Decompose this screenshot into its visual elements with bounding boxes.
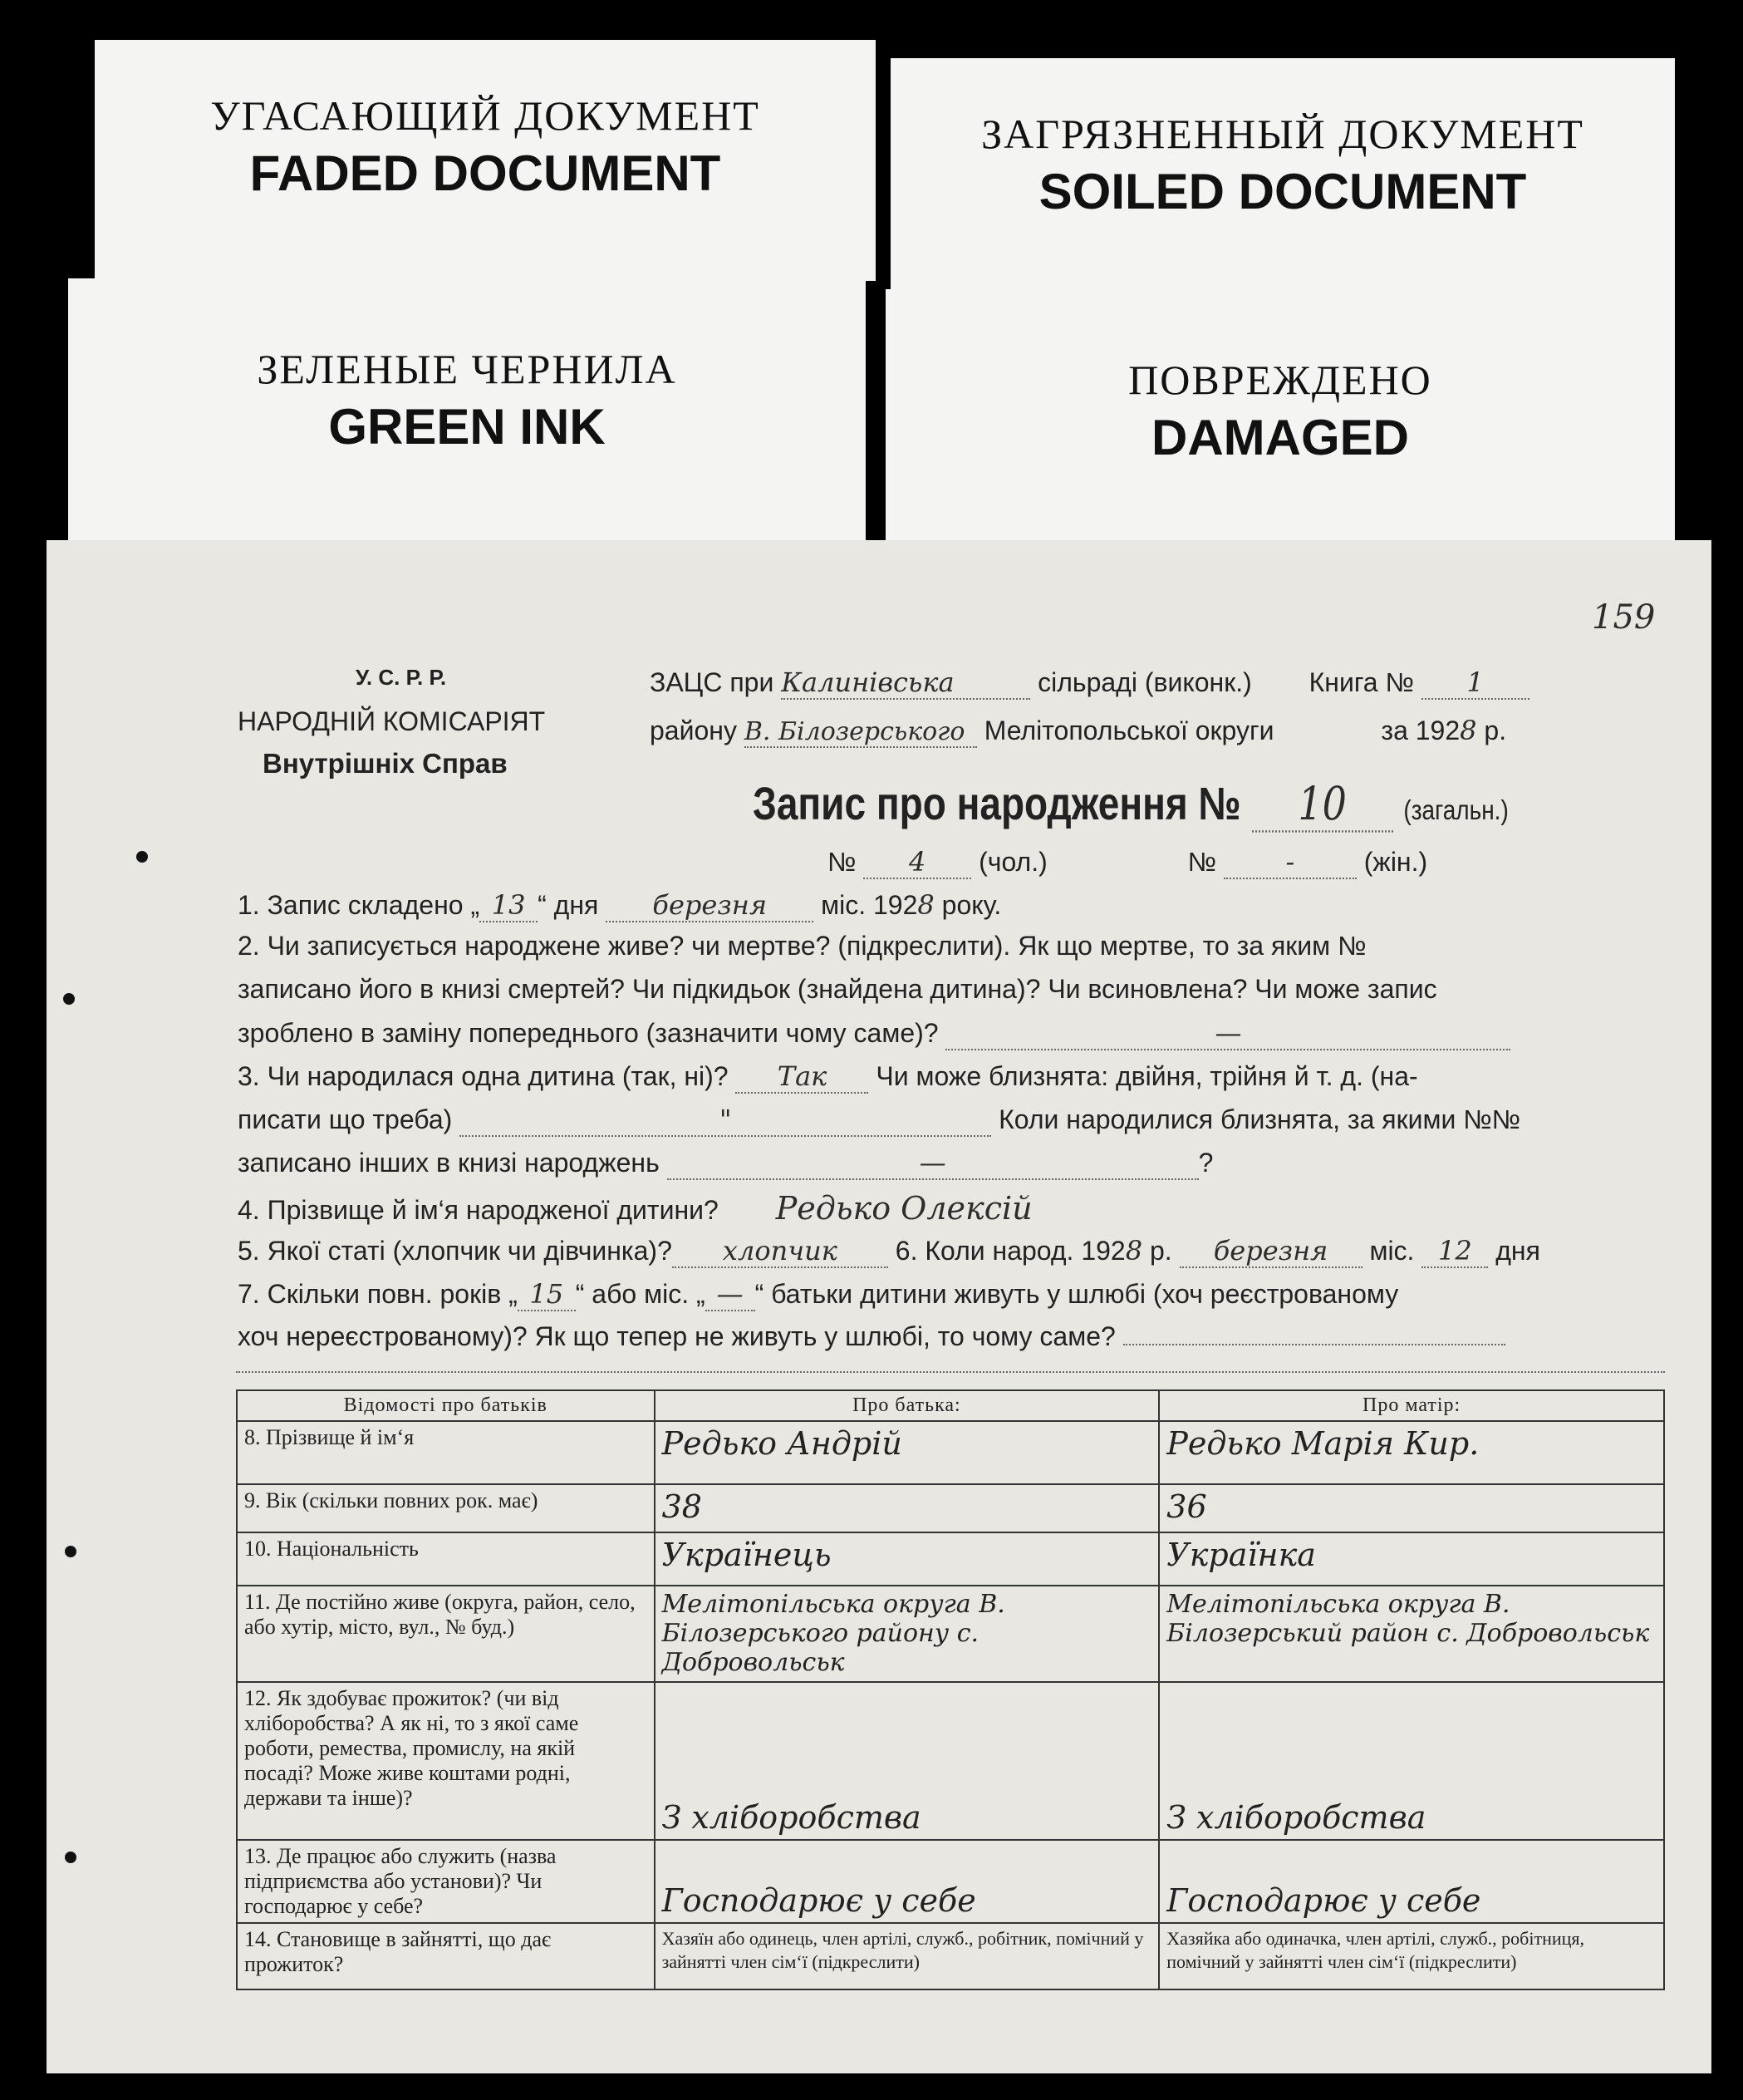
q1-day: 13 — [479, 889, 538, 922]
q3-single-value: Так — [735, 1060, 868, 1094]
table-header: Відомості про батьків — [237, 1390, 655, 1421]
tag-en-text: GREEN INK — [328, 399, 606, 455]
zats-prefix: ЗАЦС при — [650, 667, 774, 697]
q2-line3-value: — — [945, 1017, 1510, 1050]
punch-hole — [65, 1546, 76, 1557]
father-value: Українець — [655, 1532, 1160, 1586]
book-value: 1 — [1421, 666, 1529, 700]
mother-value: З хліборобства — [1159, 1682, 1664, 1840]
q3-text: записано інших в книзі народжень — [238, 1148, 660, 1178]
mother-value: Мелітопільська округа В. Білозерський район с. Добровольськ — [1159, 1586, 1664, 1682]
mother-value: 36 — [1159, 1484, 1664, 1532]
q7-text: “ батьки дитини живуть у шлюбі (хоч реєстрованому — [754, 1279, 1399, 1309]
q3-line1 — [238, 1060, 1418, 1094]
father-value: Хазяїн або одинець, член артілі, служб., робітник, помічний у зайнятті член сім‘ї (підкреслити) — [655, 1923, 1160, 1989]
q6-text: 6. Коли народ. 192 — [895, 1236, 1126, 1266]
punch-hole — [136, 851, 148, 863]
book-label: Книга № — [1308, 667, 1414, 697]
district-prefix: району — [650, 716, 737, 745]
q4-line — [238, 1190, 1033, 1227]
table-row — [237, 1586, 1664, 1682]
male-suffix: (чол.) — [979, 847, 1048, 877]
tag-ru-text: УГАСАЮЩИЙ ДОКУМЕНТ — [210, 92, 760, 139]
green-ink-tag — [68, 278, 866, 544]
district-value: В. Білозерського — [744, 717, 977, 748]
row-label: 9. Вік (скільки повних рок. має) — [237, 1484, 655, 1532]
soiled-document-tag — [891, 58, 1675, 316]
dotted-divider — [236, 1371, 1665, 1373]
parents-info-table — [236, 1389, 1665, 1990]
total-suffix: (загальн.) — [1403, 794, 1509, 826]
row-label: 11. Де постійно живе (округа, район, село, або хутір, місто, вул., № буд.) — [237, 1586, 655, 1682]
female-number: - — [1224, 846, 1357, 879]
male-label: № — [827, 847, 857, 877]
q6-day: 12 — [1421, 1235, 1488, 1268]
table-row — [237, 1840, 1664, 1923]
tag-ru-text: ПОВРЕЖДЕНО — [1128, 357, 1432, 403]
commissariat-label: НАРОДНІЙ КОМІСАРІЯТ — [238, 706, 546, 736]
q2-line2: записано його в книзі смертей? Чи підкидьок (знайдена дитина)? Чи всиновлена? Чи може запис — [238, 974, 1437, 1004]
q1-text: міс. 192 — [821, 890, 918, 920]
tag-en-text: SOILED DOCUMENT — [1038, 164, 1527, 219]
q5-sex-value: хлопчик — [672, 1235, 888, 1268]
zats-suffix: сільраді (виконк.) — [1038, 667, 1252, 697]
gender-numbers-line — [827, 846, 1427, 879]
q6-text: р. — [1149, 1236, 1172, 1266]
mother-value: Редько Марія Кир. — [1159, 1421, 1664, 1484]
table-row — [237, 1532, 1664, 1586]
year-suffix: р. — [1484, 716, 1507, 745]
faded-document-tag — [95, 40, 876, 281]
q3-text: 3. Чи народилася одна дитина (так, ні)? — [238, 1061, 729, 1091]
q3-text: ? — [1198, 1148, 1214, 1178]
father-value: З хліборобства — [655, 1682, 1160, 1840]
q2-line1: 2. Чи записується народжене живе? чи мертве? (підкреслити). Як що мертве, то за яким № — [238, 931, 1367, 961]
q3-twins-value: " — [459, 1104, 991, 1137]
q7-months: — — [705, 1278, 755, 1311]
row-label: 14. Становище в зайнятті, що дає прожиток? — [237, 1923, 655, 1989]
q6-year: 8 — [1125, 1235, 1143, 1266]
female-suffix: (жін.) — [1363, 847, 1428, 877]
zats-line — [650, 666, 1529, 700]
q6-month: березня — [1180, 1235, 1362, 1268]
department-label: Внутрішніх Справ — [263, 748, 508, 779]
male-number: 4 — [863, 846, 971, 879]
punch-hole — [65, 1852, 76, 1863]
q1-text: “ дня — [538, 890, 599, 920]
tag-en-text: FADED DOCUMENT — [249, 145, 721, 201]
q3-line2 — [238, 1104, 1520, 1137]
table-header: Про матір: — [1159, 1390, 1664, 1421]
q7-years: 15 — [518, 1278, 576, 1311]
punch-hole — [63, 993, 75, 1005]
q3-text: писати що треба) — [238, 1104, 453, 1134]
q5-q6-line — [238, 1235, 1540, 1268]
row-label: 8. Прізвище й ім‘я — [237, 1421, 655, 1484]
row-label: 12. Як здобуває прожиток? (чи від хліборобства? А як ні, то з якої саме роботи, ремества, промислу, на якій посаді? Може живе коштами родні, держави та інше)? — [237, 1682, 655, 1840]
mother-value: Господарює у себе — [1159, 1840, 1664, 1923]
table-header: Про батька: — [655, 1390, 1160, 1421]
row-label: 10. Національність — [237, 1532, 655, 1586]
father-value: Редько Андрій — [655, 1421, 1160, 1484]
q4-child-name: Редько Олексій — [775, 1190, 1033, 1227]
tag-ru-text: ЗАГРЯЗНЕННЫЙ ДОКУМЕНТ — [981, 111, 1584, 157]
father-value: Господарює у себе — [655, 1840, 1160, 1923]
father-value: 38 — [655, 1484, 1160, 1532]
q1-text: року. — [941, 890, 1002, 920]
q3-text: Чи може близнята: двійня, трійня й т. д. (на- — [876, 1061, 1418, 1091]
table-row — [237, 1421, 1664, 1484]
mother-value: Хазяйка або одиначка, член артілі, служб., робітниця, помічний у зайнятті член сім‘ї (підкреслити) — [1159, 1923, 1664, 1989]
tag-en-text: DAMAGED — [1151, 410, 1409, 465]
ussr-label: У. С. Р. Р. — [356, 665, 447, 690]
table-header-row — [237, 1390, 1664, 1421]
tag-ru-text: ЗЕЛЕНЫЕ ЧЕРНИЛА — [257, 346, 677, 392]
mother-value: Українка — [1159, 1532, 1664, 1586]
q7-text: хоч нереєстрованому)? Як що тепер не живуть у шлюбі, то чому саме? — [238, 1321, 1116, 1351]
q6-text: дня — [1495, 1236, 1540, 1266]
q7-line1 — [238, 1278, 1398, 1311]
year-value: 8 — [1460, 715, 1477, 746]
q1-year: 8 — [917, 889, 935, 921]
year-label: за 192 — [1381, 716, 1461, 745]
female-label: № — [1187, 847, 1216, 877]
father-value: Мелітопільська округа В. Білозерського району с. Добровольськ — [655, 1586, 1160, 1682]
corner-number: 159 — [1592, 598, 1656, 637]
q1-month: березня — [606, 889, 813, 922]
birth-record-form — [47, 540, 1711, 2073]
q6-text: міс. — [1369, 1236, 1415, 1266]
record-title — [753, 776, 1509, 832]
q3-line3 — [238, 1147, 1213, 1180]
row-label: 13. Де працює або служить (назва підприємства або установи)? Чи господарює у себе? — [237, 1840, 655, 1923]
q2-line3-text: зроблено в заміну попереднього (зазначити чому саме)? — [238, 1018, 939, 1048]
q7-reason-field — [1123, 1344, 1505, 1345]
district-line — [650, 715, 1506, 748]
q2-line3 — [238, 1017, 1510, 1050]
q4-label: 4. Прізвище й ім‘я народженої дитини? — [238, 1195, 719, 1225]
q7-text: “ або міс. „ — [575, 1279, 705, 1309]
district-suffix: Мелітопольської округи — [984, 716, 1274, 745]
table-row — [237, 1682, 1664, 1840]
q3-text: Коли народилися близнята, за якими №№ — [999, 1104, 1520, 1134]
zats-value: Калинівська — [781, 666, 1030, 700]
record-title-text: Запис про народження № — [753, 777, 1241, 829]
table-row — [237, 1923, 1664, 1989]
q5-label: 5. Якої статі (хлопчик чи дівчинка)? — [238, 1236, 672, 1266]
q3-other-value: — — [667, 1147, 1199, 1180]
q1-text: 1. Запис складено „ — [238, 890, 480, 920]
q1-line — [238, 889, 1001, 922]
damaged-tag — [886, 289, 1675, 547]
table-row — [237, 1484, 1664, 1532]
q7-text: 7. Скільки повн. років „ — [238, 1279, 518, 1309]
total-number: 10 — [1252, 776, 1393, 832]
q7-line2 — [238, 1321, 1505, 1352]
